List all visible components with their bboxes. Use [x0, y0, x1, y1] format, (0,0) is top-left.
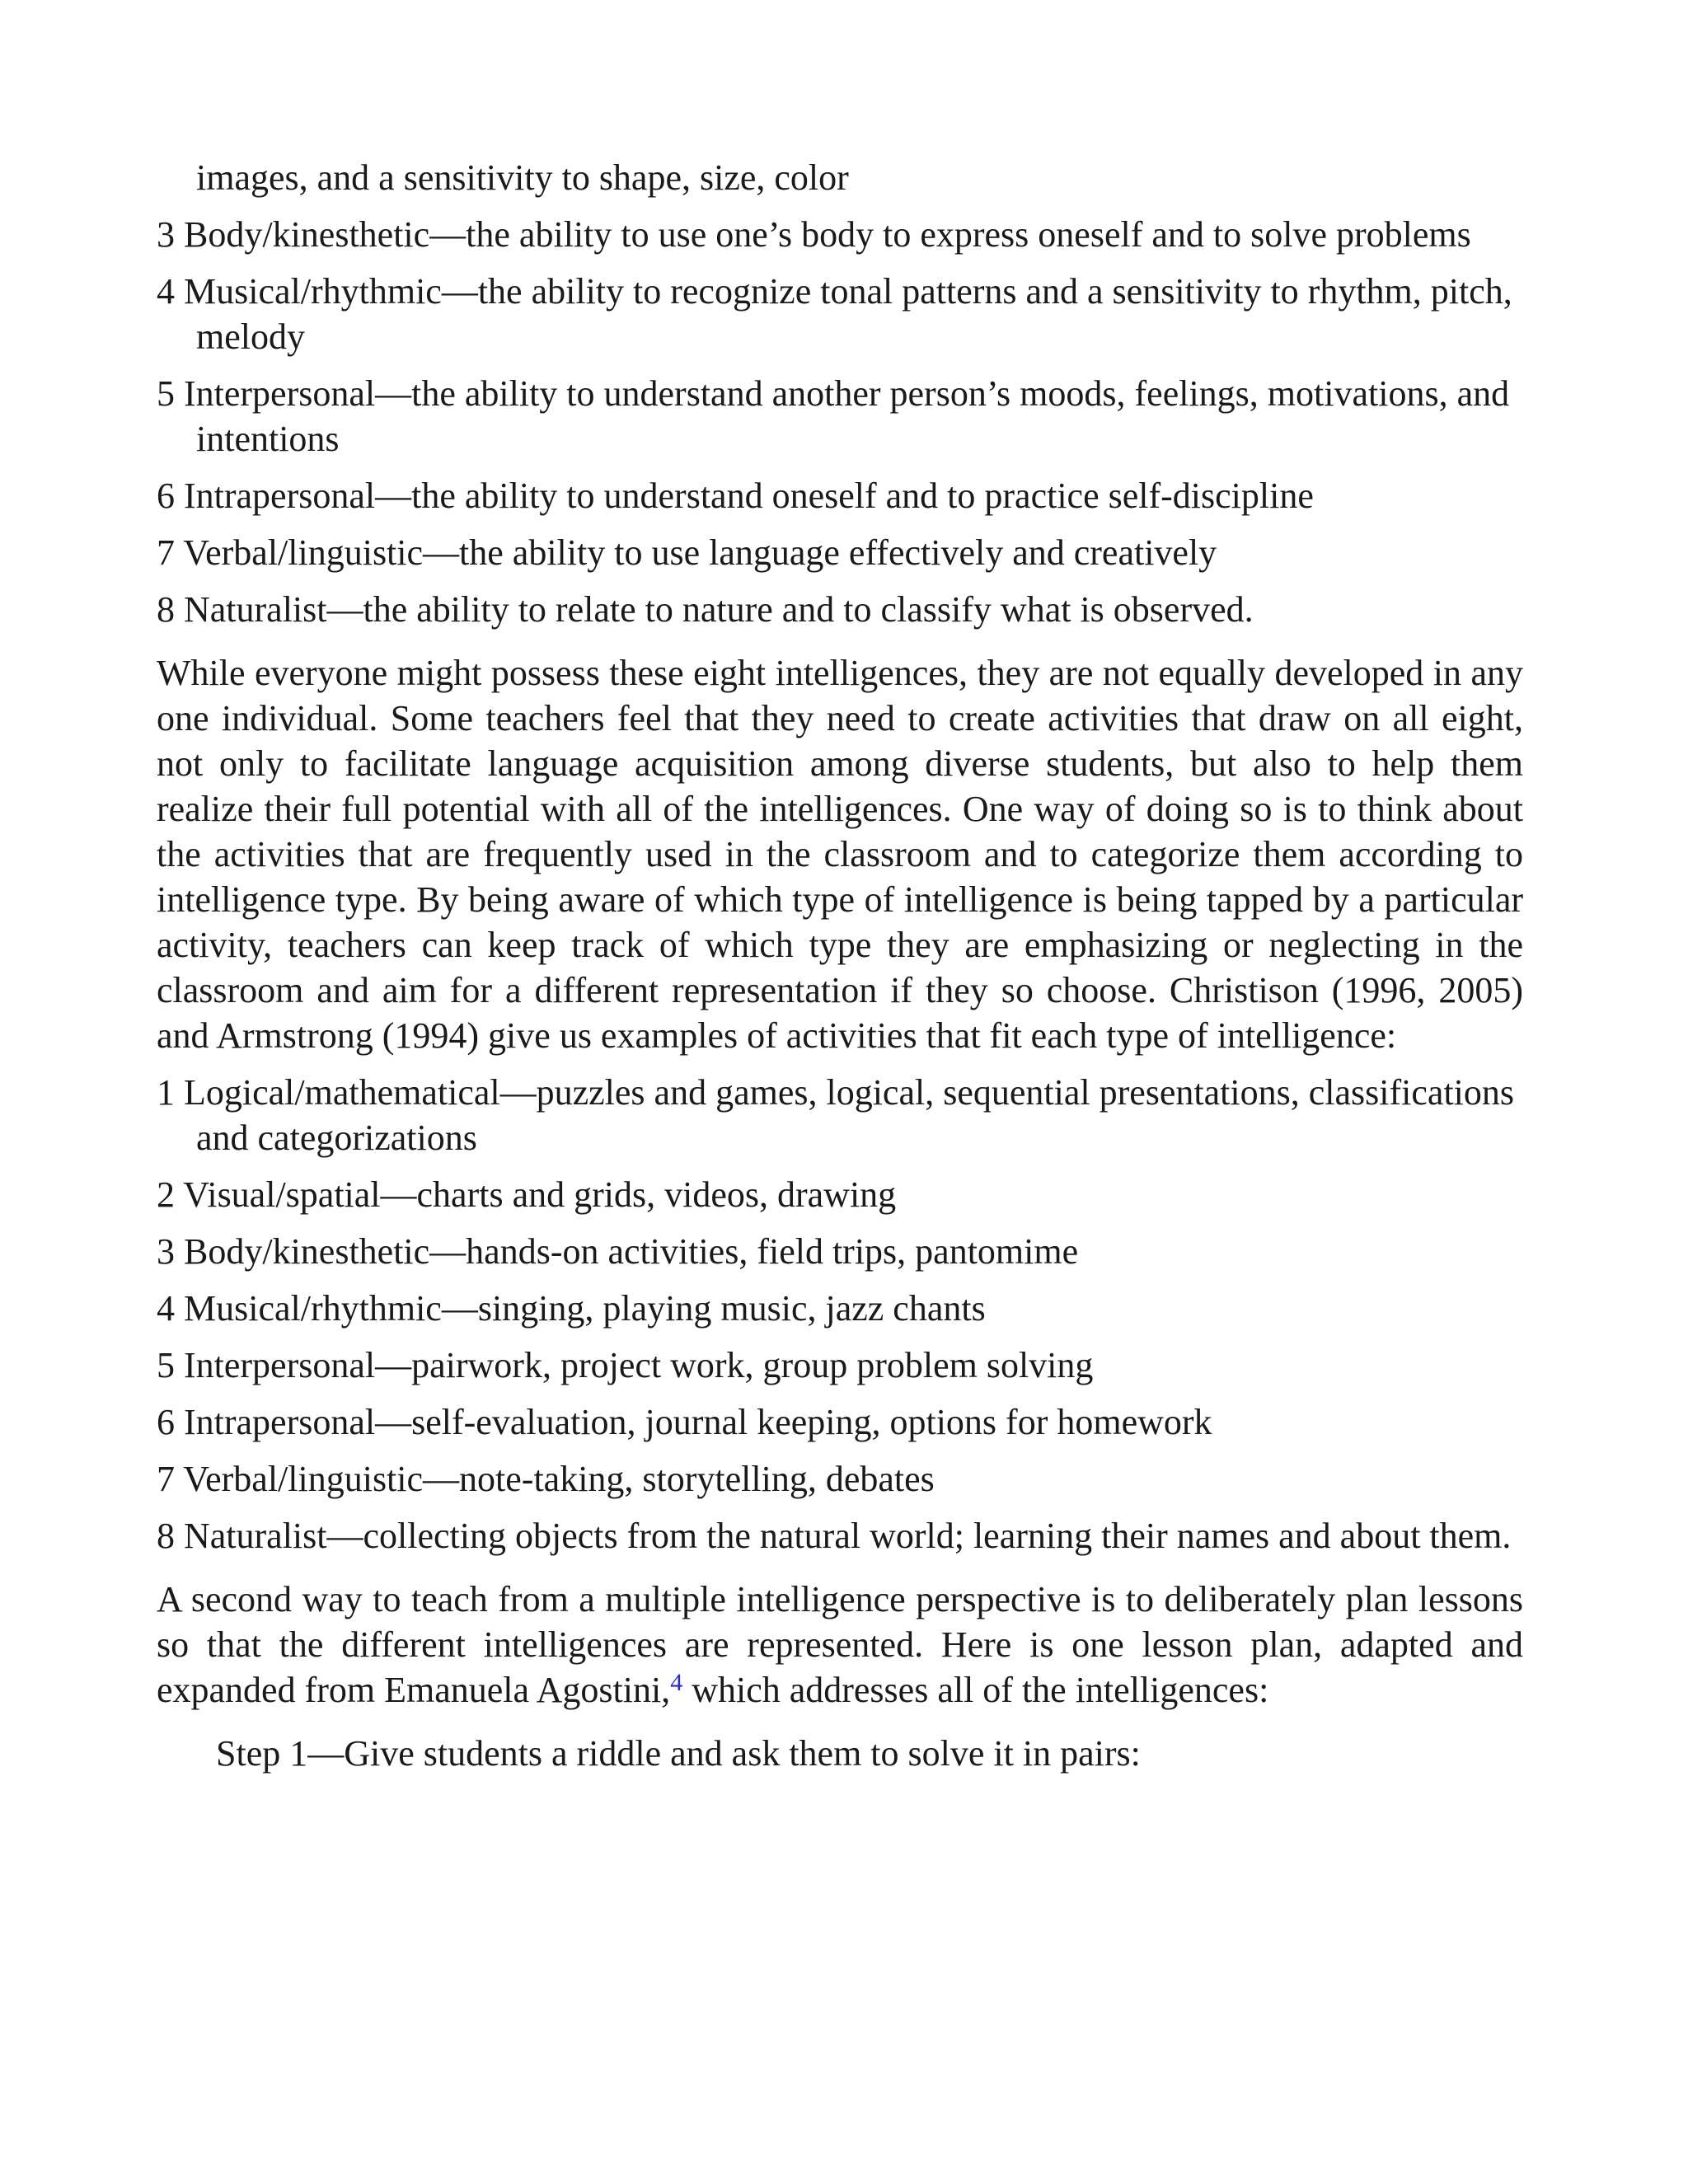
- activity-item-visual-spatial: 2 Visual/spatial—charts and grids, videos, drawing: [157, 1174, 897, 1215]
- document-page: [157, 155, 1523, 1776]
- list-item-verbal-linguistic: 7 Verbal/linguistic—the ability to use language effectively and creatively: [157, 532, 1217, 573]
- list-item-naturalist: 8 Naturalist—the ability to relate to nature and to classify what is observed.: [157, 589, 1254, 630]
- list-item-intrapersonal: 6 Intrapersonal—the ability to understand oneself and to practice self-discipline: [157, 476, 1314, 516]
- activity-item-intrapersonal: 6 Intrapersonal—self-evaluation, journal keeping, options for homework: [157, 1402, 1212, 1442]
- paragraph-2-text: A second way to teach from a multiple intelligence perspective is to deliberately plan lessons so that the different intelligences are represented. Here is one lesson plan, adapted and expanded from Emanuela Agostini,: [157, 1579, 1523, 1710]
- activity-item-interpersonal: 5 Interpersonal—pairwork, project work, group problem solving: [157, 1345, 1094, 1385]
- activity-item-musical-rhythmic: 4 Musical/rhythmic—singing, playing music, jazz chants: [157, 1288, 986, 1329]
- body-paragraph-1: While everyone might possess these eight intelligences, they are not equally developed in any one individual. Some teachers feel that they need to create activities that draw on all eight, not only to facilitate language acquisition among diverse students, but also to help them realize their full potential with all of the intelligences. One way of doing so is to think about the activities that are frequently used in the classroom and to categorize them according to intelligence type. By being aware of which type of intelligence is being tapped by a particular activity, teachers can keep track of which type they are emphasizing or neglecting in the classroom and aim for a different representation if they so choose. Christison (1996, 2005) and Armstrong (1994) give us examples of activities that fit each type of intelligence:: [157, 653, 1523, 1056]
- list-item-continuation: images, and a sensitivity to shape, size, color: [196, 157, 849, 198]
- body-paragraph-2: [157, 1577, 1523, 1713]
- activity-item-verbal-linguistic: 7 Verbal/linguistic—note-taking, storytelling, debates: [157, 1459, 935, 1499]
- list-item-interpersonal: 5 Interpersonal—the ability to understand another person’s moods, feelings, motivations, and intentions: [157, 373, 1510, 459]
- list-item-body-kinesthetic: 3 Body/kinesthetic—the ability to use one’s body to express oneself and to solve problems: [157, 214, 1471, 255]
- list-item-musical-rhythmic: 4 Musical/rhythmic—the ability to recognize tonal patterns and a sensitivity to rhythm, pitch, melody: [157, 271, 1512, 357]
- activity-item-body-kinesthetic: 3 Body/kinesthetic—hands-on activities, field trips, pantomime: [157, 1231, 1079, 1272]
- footnote-ref-link[interactable]: 4: [670, 1669, 683, 1696]
- activity-item-naturalist: 8 Naturalist—collecting objects from the natural world; learning their names and about them.: [157, 1516, 1512, 1556]
- lesson-step-1: Step 1—Give students a riddle and ask them to solve it in pairs:: [216, 1733, 1141, 1774]
- paragraph-2-text-end: which addresses all of the intelligences:: [682, 1670, 1269, 1710]
- activity-item-logical-mathematical: 1 Logical/mathematical—puzzles and games, logical, sequential presentations, classifications and categorizations: [157, 1072, 1515, 1158]
